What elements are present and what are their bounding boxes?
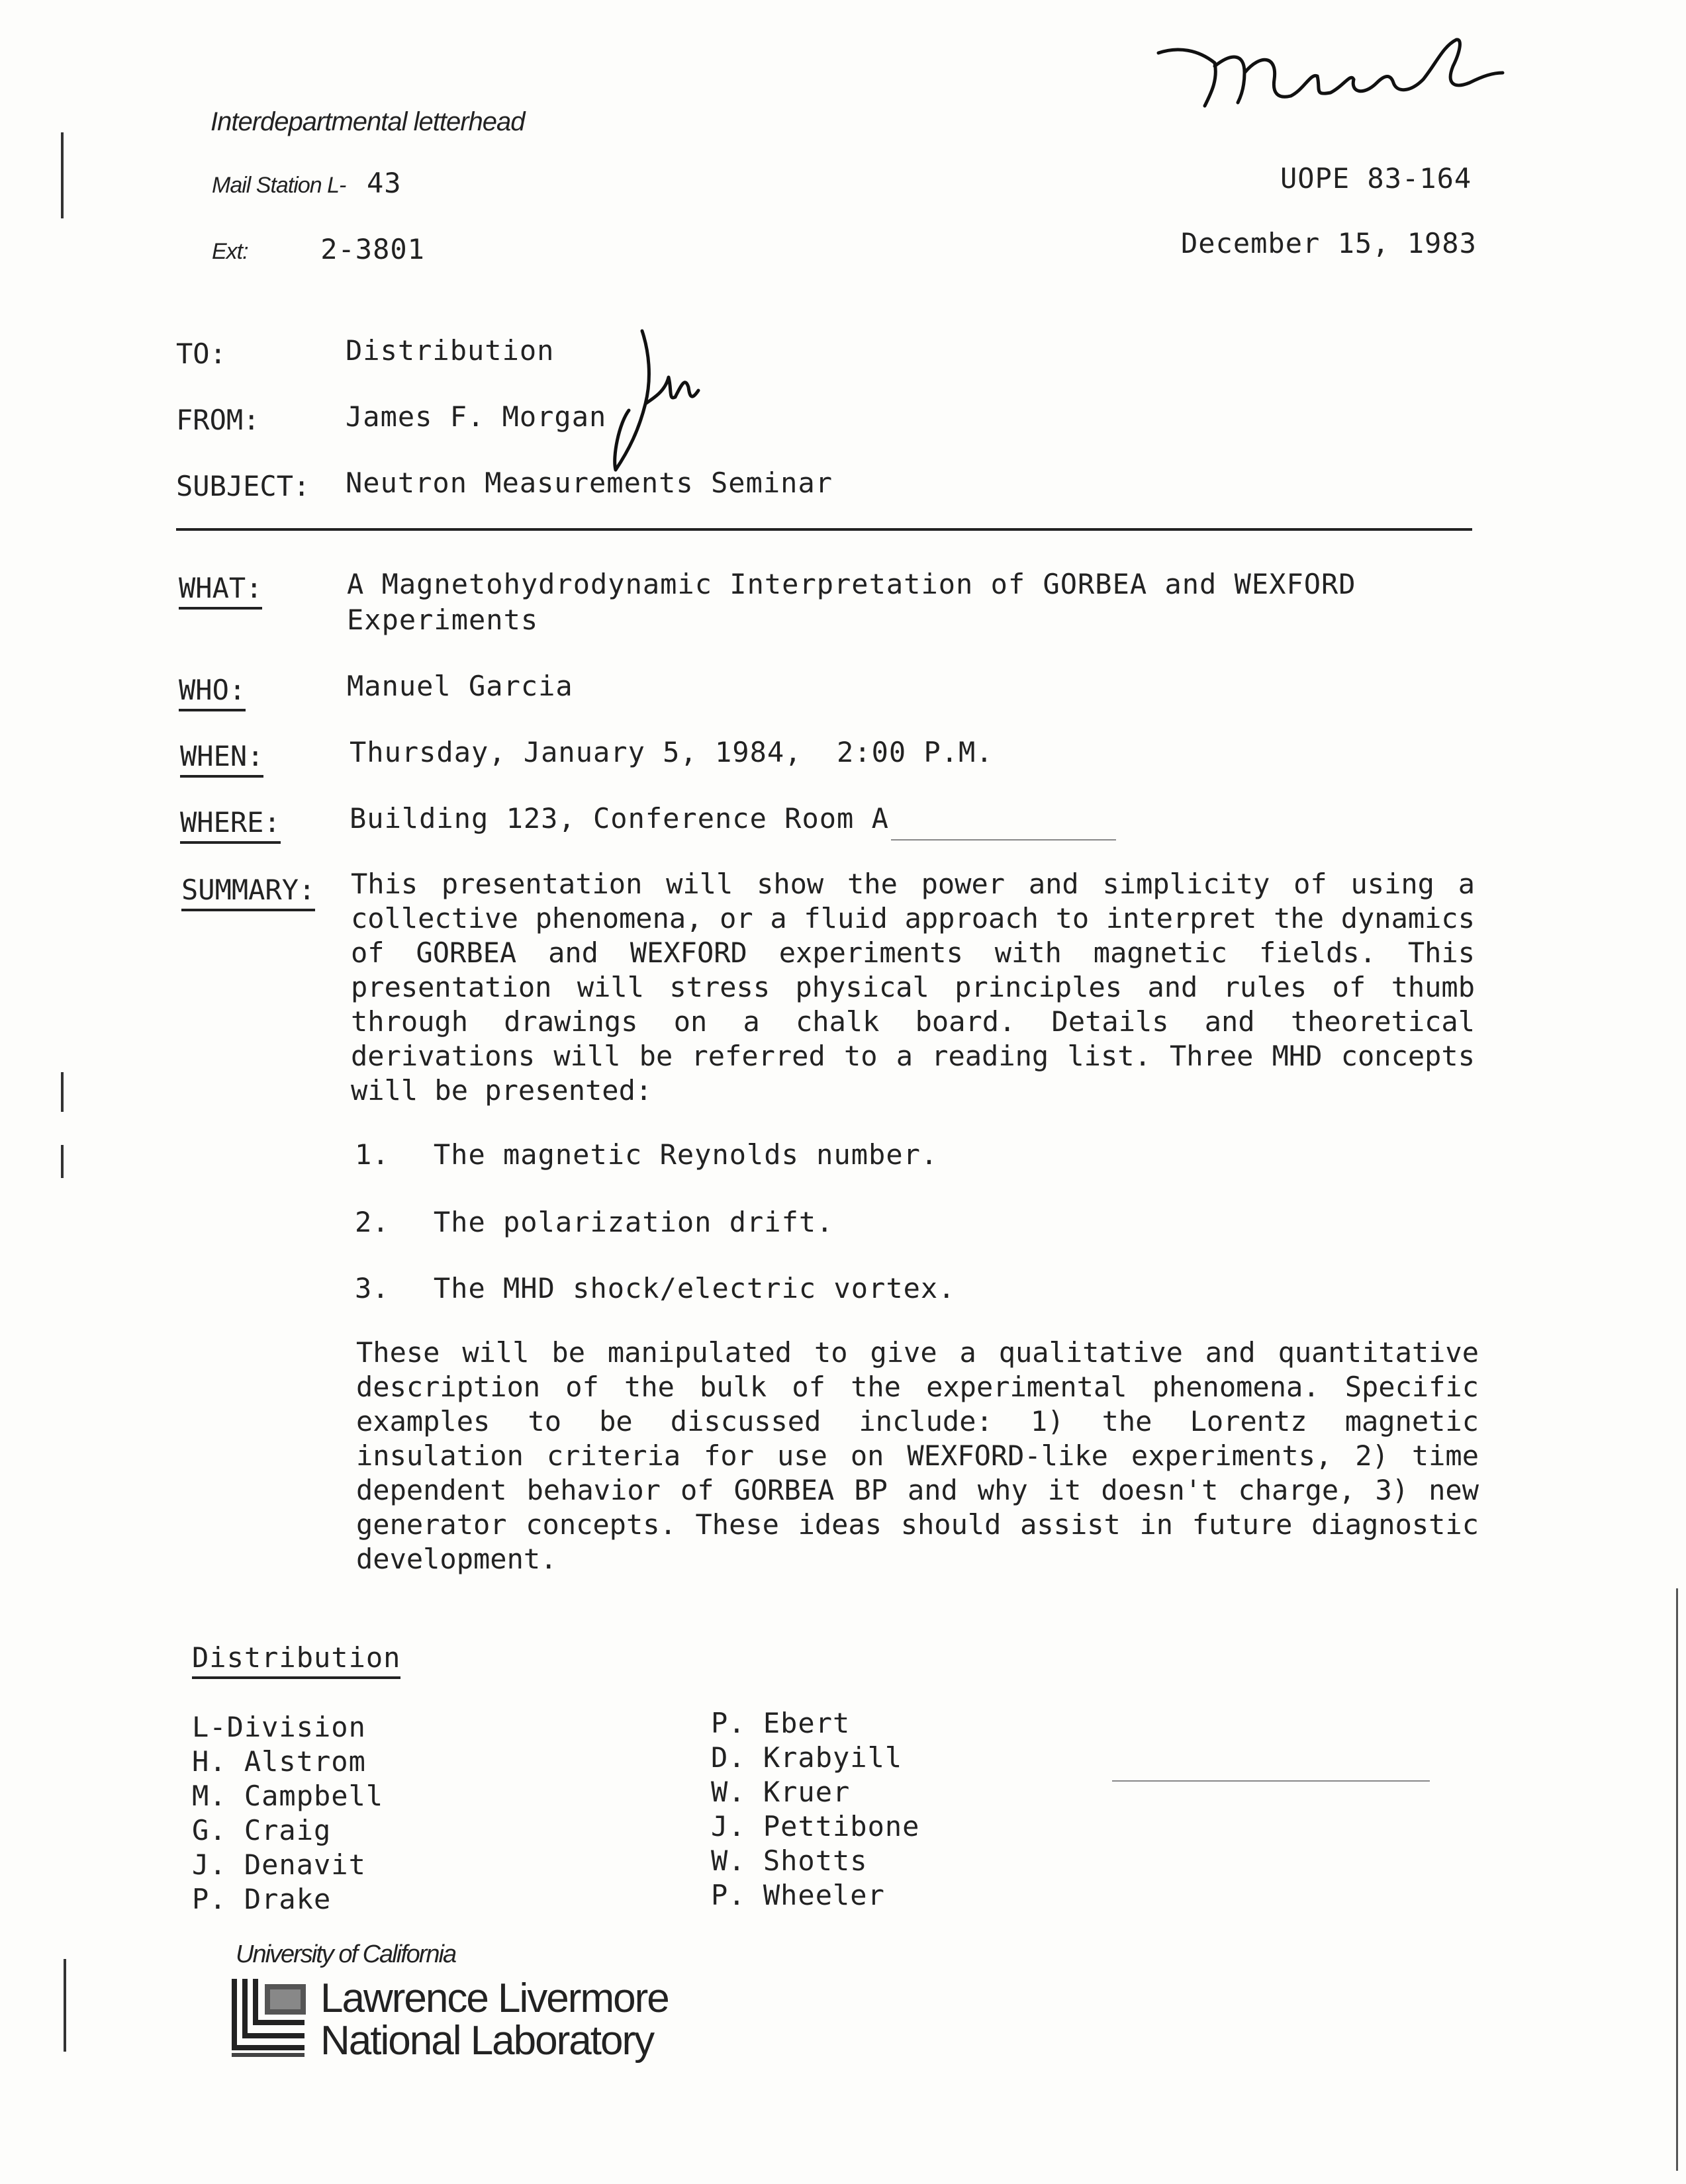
- what-line2: Experiments: [347, 604, 539, 636]
- distribution-col-2: [711, 1706, 919, 1913]
- distribution-heading-text: Distribution: [192, 1641, 400, 1679]
- to-value: Distribution: [346, 334, 555, 367]
- item-text: The polarization drift.: [433, 1206, 834, 1238]
- what-label-text: WHAT:: [179, 572, 262, 610]
- when-value: Thursday, January 5, 1984, 2:00 P.M.: [350, 736, 994, 768]
- item-text: The MHD shock/electric vortex.: [433, 1272, 956, 1304]
- distribution-heading: [192, 1641, 400, 1674]
- distribution-name: D. Krabyill: [711, 1741, 903, 1774]
- mail-station: [212, 167, 402, 199]
- handwriting-stroke: [1152, 26, 1509, 113]
- subject-value: Neutron Measurements Seminar: [346, 467, 833, 499]
- initials-signature: [602, 324, 722, 477]
- distribution-name: P. Wheeler: [711, 1879, 885, 1911]
- scan-mark: [64, 1959, 66, 2052]
- who-value: Manuel Garcia: [347, 670, 573, 702]
- distribution-name: P. Drake: [192, 1883, 332, 1915]
- distribution-name: W. Shotts: [711, 1844, 868, 1877]
- scan-mark: [61, 1145, 64, 1178]
- llnl-logo-mark: [232, 1979, 310, 2058]
- distribution-name: P. Ebert: [711, 1707, 851, 1739]
- summary-closing: These will be manipulated to give a qualitative and quantitative description of the bulk of the experimental phenomena. Specific examples to be discussed include: 1) the Lorentz magnetic insulation criteria for use on WEXFORD-like experiments, 2) time dependent behavior of GORBEA BP and why it doesn't charge, 3) new generator concepts. These ideas should assist in future diagnostic development.: [356, 1336, 1479, 1575]
- handwritten-name: [1152, 26, 1509, 113]
- summary-item-2: [355, 1206, 833, 1238]
- letterhead-title: Interdepartmental letterhead: [211, 107, 525, 136]
- scan-mark: [1676, 1588, 1678, 2171]
- what-label: [179, 572, 262, 604]
- distribution-name: L-Division: [192, 1711, 366, 1743]
- ext-label: Ext:: [212, 239, 248, 264]
- mail-station-value: 43: [366, 167, 402, 199]
- item-text: The magnetic Reynolds number.: [433, 1138, 939, 1171]
- scan-mark: [61, 132, 64, 218]
- distribution-name: W. Kruer: [711, 1776, 851, 1808]
- memo-date: December 15, 1983: [1181, 227, 1477, 259]
- distribution-name: J. Denavit: [192, 1848, 366, 1881]
- from-label: FROM:: [176, 404, 260, 436]
- scan-mark: [61, 1072, 64, 1112]
- to-label: TO:: [176, 338, 226, 370]
- subject-label: SUBJECT:: [176, 470, 310, 502]
- mail-station-label: Mail Station L-: [212, 173, 346, 198]
- initials-stroke: [602, 324, 722, 477]
- item-number: 2.: [355, 1206, 390, 1238]
- who-label: [179, 674, 246, 706]
- from-value: James F. Morgan: [346, 400, 607, 433]
- distribution-name: M. Campbell: [192, 1780, 384, 1812]
- summary-intro: This presentation will show the power and simplicity of using a collective phenomena, or a fluid approach to interpret the dynamics of GORBEA and WEXFORD experiments with magnetic fields. This presentation will stress physical principles and rules of thumb through drawings on a chalk board. Details and theoretical derivations will be referred to a reading list. Three MHD concepts will be presented:: [351, 868, 1475, 1107]
- when-label: [180, 740, 263, 772]
- lab-name-line2: National Laboratory: [320, 2018, 654, 2064]
- ext-value: 2-3801: [320, 233, 425, 265]
- university-name: University of California: [236, 1940, 456, 1968]
- lab-name: [320, 1978, 669, 2062]
- summary-label-text: SUMMARY:: [181, 874, 315, 911]
- llnl-logo-icon: [232, 1979, 310, 2058]
- where-label: [180, 806, 281, 839]
- summary-label: [181, 874, 315, 906]
- doc-number: UOPE 83-164: [1280, 162, 1472, 195]
- where-label-text: WHERE:: [180, 806, 281, 844]
- distribution-blank-line: [1112, 1780, 1430, 1782]
- distribution-name: H. Alstrom: [192, 1745, 366, 1778]
- header-divider: [176, 528, 1472, 531]
- when-label-text: WHEN:: [180, 740, 263, 778]
- who-label-text: WHO:: [179, 674, 246, 711]
- where-blank-line: [891, 839, 1116, 841]
- where-value: Building 123, Conference Room A: [350, 802, 889, 835]
- what-line1: A Magnetohydrodynamic Interpretation of GORBEA and WEXFORD: [347, 568, 1356, 600]
- distribution-name: J. Pettibone: [711, 1810, 920, 1843]
- item-number: 3.: [355, 1272, 390, 1304]
- summary-item-3: [355, 1272, 955, 1304]
- summary-item-1: [355, 1138, 938, 1171]
- lab-name-line1: Lawrence Livermore: [320, 1976, 669, 2021]
- distribution-name: G. Craig: [192, 1814, 332, 1846]
- item-number: 1.: [355, 1138, 390, 1171]
- ext: [212, 233, 425, 265]
- distribution-col-1: [192, 1710, 383, 1917]
